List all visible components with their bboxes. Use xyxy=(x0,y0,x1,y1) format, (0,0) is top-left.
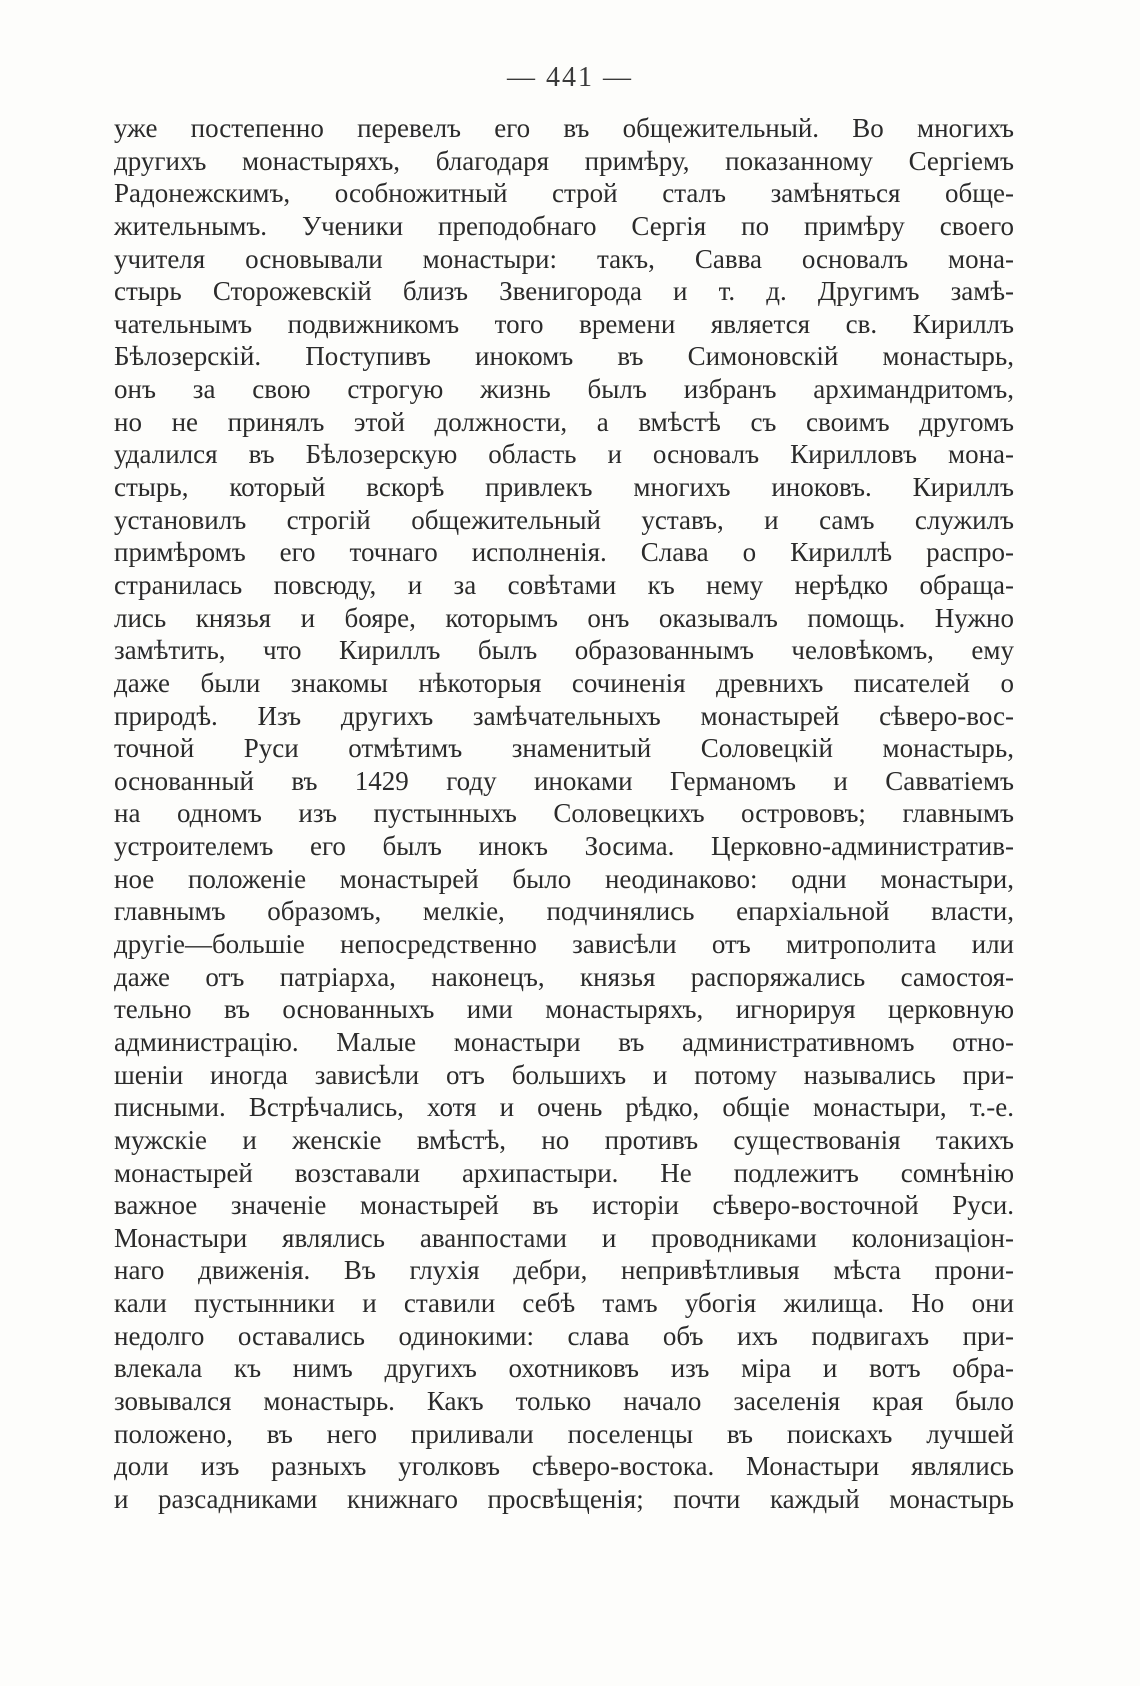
text-line: писными. Встрѣчались, хотя и очень рѣдко, общіе монастыри, т.-е. xyxy=(114,1092,1014,1123)
text-line: чательнымъ подвижникомъ того времени является св. Кириллъ xyxy=(114,308,1014,339)
text-line: шеніи иногда зависѣли отъ большихъ и потому назывались при- xyxy=(114,1059,1014,1090)
page-number: — 441 — xyxy=(507,62,633,93)
text-line: кали пустынники и ставили себѣ тамъ убогія жилища. Но они xyxy=(114,1288,1014,1319)
text-line: мужскіе и женскіе вмѣстѣ, но противъ существованія такихъ xyxy=(114,1124,1014,1155)
text-line: недолго оставались одинокими: слава объ ихъ подвигахъ при- xyxy=(114,1320,1014,1351)
text-line: другіе—большіе непосредственно зависѣли отъ митрополита или xyxy=(114,929,1014,960)
text-line: уже постепенно перевелъ его въ общежительный. Во многихъ xyxy=(114,113,1014,143)
text-line: странилась повсюду, и за совѣтами къ нему нерѣдко обраща- xyxy=(114,569,1014,600)
text-line: учителя основывали монастыри: такъ, Савва основалъ мона- xyxy=(114,243,1014,274)
text-line: примѣромъ его точнаго исполненія. Слава о Кириллѣ распро- xyxy=(114,537,1014,568)
text-line: замѣтить, что Кириллъ былъ образованнымъ человѣкомъ, ему xyxy=(114,635,1014,666)
text-line: даже отъ патріарха, наконецъ, князья распоряжались самостоя- xyxy=(114,961,1014,992)
text-line: стырь Сторожевскій близъ Звенигорода и т. д. Другимъ замѣ- xyxy=(114,276,1014,307)
text-line: важное значеніе монастырей въ исторіи сѣверо-восточной Руси. xyxy=(114,1190,1014,1221)
body-text xyxy=(114,112,1014,1516)
text-line: основанный въ 1429 году иноками Германомъ и Савватіемъ xyxy=(114,765,1014,796)
text-line: зовывался монастырь. Какъ только начало заселенія края было xyxy=(114,1385,1014,1416)
text-line: Радонежскимъ, особножитный строй сталъ замѣняться обще- xyxy=(114,178,1014,209)
text-line: другихъ монастыряхъ, благодаря примѣру, показанному Сергіемъ xyxy=(114,145,1014,176)
text-line: точной Руси отмѣтимъ знаменитый Соловецкій монастырь, xyxy=(114,733,1014,764)
text-line: установилъ строгій общежительный уставъ, и самъ служилъ xyxy=(114,504,1014,535)
text-line: онъ за свою строгую жизнь былъ избранъ архимандритомъ, xyxy=(114,374,1014,405)
text-line: даже были знакомы нѣкоторыя сочиненія древнихъ писателей о xyxy=(114,667,1014,698)
text-line: природѣ. Изъ другихъ замѣчательныхъ монастырей сѣверо-вос- xyxy=(114,700,1014,731)
text-line: стырь, который вскорѣ привлекъ многихъ иноковъ. Кириллъ xyxy=(114,472,1014,503)
text-line: на одномъ изъ пустынныхъ Соловецкихъ острововъ; главнымъ xyxy=(114,798,1014,829)
text-line: главнымъ образомъ, мелкіе, подчинялись епархіальной власти, xyxy=(114,896,1014,927)
text-line: жительнымъ. Ученики преподобнаго Сергія по примѣру своего xyxy=(114,210,1014,241)
text-line: влекала къ нимъ другихъ охотниковъ изъ міра и вотъ обра- xyxy=(114,1353,1014,1384)
text-line: положено, въ него приливали поселенцы въ поискахъ лучшей xyxy=(114,1418,1014,1449)
text-line: администрацію. Малые монастыри въ административномъ отно- xyxy=(114,1026,1014,1057)
text-line: ное положеніе монастырей было неодинаково: одни монастыри, xyxy=(114,863,1014,894)
text-line: и разсадниками книжнаго просвѣщенія; почти каждый монастырь xyxy=(114,1483,1014,1514)
text-line: Бѣлозерскій. Поступивъ инокомъ въ Симоновскій монастырь, xyxy=(114,341,1014,372)
text-line: Монастыри являлись аванпостами и проводниками колонизаціон- xyxy=(114,1222,1014,1253)
text-line: устроителемъ его былъ инокъ Зосима. Церковно-административ- xyxy=(114,831,1014,862)
text-line: наго движенія. Въ глухія дебри, непривѣтливыя мѣста прони- xyxy=(114,1255,1014,1286)
text-line: доли изъ разныхъ уголковъ сѣверо-востока. Монастыри являлись xyxy=(114,1451,1014,1482)
text-line: монастырей возставали архипастыри. Не подлежитъ сомнѣнію xyxy=(114,1157,1014,1188)
text-line: тельно въ основанныхъ ими монастыряхъ, игнорируя церковную xyxy=(114,994,1014,1025)
text-line: удалился въ Бѣлозерскую область и основалъ Кирилловъ мона- xyxy=(114,439,1014,470)
text-line: но не принялъ этой должности, а вмѣстѣ съ своимъ другомъ xyxy=(114,406,1014,437)
text-line: лись князья и бояре, которымъ онъ оказывалъ помощь. Нужно xyxy=(114,602,1014,633)
